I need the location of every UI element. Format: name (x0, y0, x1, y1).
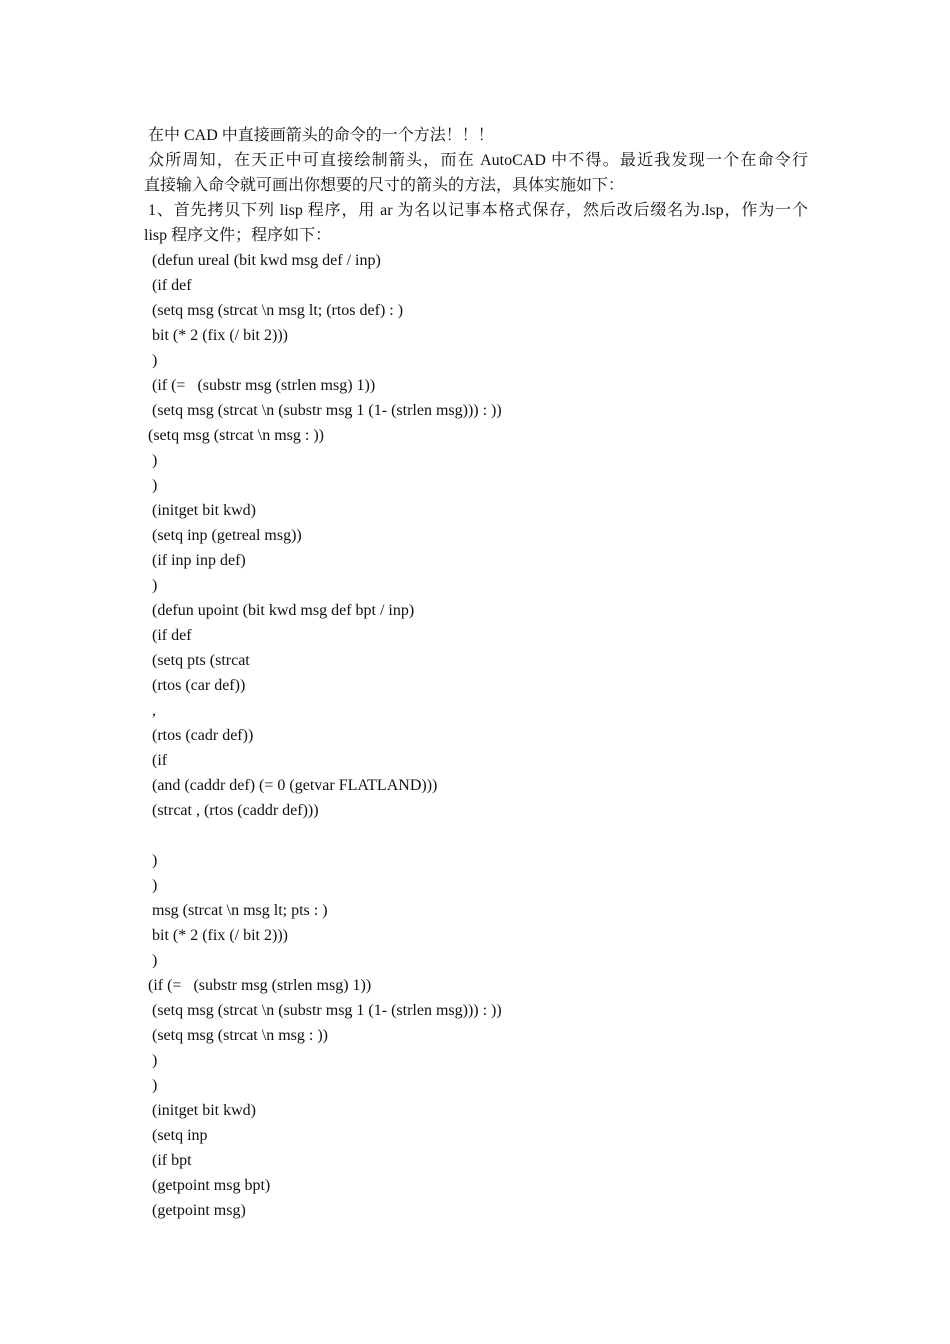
code-line: (if def (152, 627, 192, 644)
code-line: (initget bit kwd) (152, 1102, 256, 1119)
code-line: bit (* 2 (fix (/ bit 2))) (152, 927, 288, 944)
code-line: ) (152, 452, 158, 469)
code-line: ) (152, 877, 158, 894)
lisp-code-block (144, 248, 808, 1223)
intro-line-1: 众所周知，在天正中可直接绘制箭头，而在 AutoCAD 中不得。最近我发现一个在命令行 (148, 152, 808, 169)
code-line: msg (strcat \n msg lt; pts : ) (152, 902, 328, 919)
code-line: bit (* 2 (fix (/ bit 2))) (152, 327, 288, 344)
code-line: ) (152, 477, 158, 494)
code-line: (defun ureal (bit kwd msg def / inp) (152, 252, 381, 269)
code-line: ) (152, 1052, 158, 1069)
document-title: 在中 CAD 中直接画箭头的命令的一个方法！！！ (148, 127, 494, 144)
code-line: ) (152, 1077, 158, 1094)
intro-paragraph (144, 148, 808, 173)
code-line: (setq msg (strcat \n (substr msg 1 (1- (strlen msg))) : )) (152, 1002, 502, 1019)
step1-line-2: lisp 程序文件；程序如下： (144, 227, 332, 244)
intro-paragraph-cont (144, 173, 808, 198)
step1-paragraph-cont (144, 223, 808, 248)
code-line: (if (= (substr msg (strlen msg) 1)) (148, 977, 372, 994)
code-line: (getpoint msg bpt) (152, 1177, 271, 1194)
code-line: (setq pts (strcat (152, 652, 250, 669)
code-line: (setq inp (152, 1127, 208, 1144)
step1-line-1: 1、首先拷贝下列 lisp 程序，用 ar 为名以记事本格式保存，然后改后缀名为.lsp，作为一个 (148, 202, 808, 219)
code-line: ) (152, 952, 158, 969)
code-line: (if inp inp def) (152, 552, 246, 569)
code-line: (if bpt (152, 1152, 192, 1169)
code-line: ) (152, 852, 158, 869)
code-line: (rtos (car def)) (152, 677, 246, 694)
code-line: (strcat , (rtos (caddr def))) (152, 802, 319, 819)
code-line: (setq msg (strcat \n msg lt; (rtos def) : ) (152, 302, 404, 319)
code-line: (setq inp (getreal msg)) (152, 527, 302, 544)
code-line: (getpoint msg) (152, 1202, 246, 1219)
code-line: (setq msg (strcat \n msg : )) (152, 1027, 328, 1044)
intro-line-2: 直接输入命令就可画出你想要的尺寸的箭头的方法，具体实施如下： (144, 177, 625, 194)
code-line: , (152, 702, 156, 719)
code-line (144, 823, 808, 848)
code-line: (if def (152, 277, 192, 294)
step1-paragraph (144, 198, 808, 223)
code-line: (defun upoint (bit kwd msg def bpt / inp) (152, 602, 415, 619)
code-line: ) (152, 352, 158, 369)
code-line: (setq msg (strcat \n msg : )) (148, 427, 324, 444)
code-line: (if (152, 752, 168, 769)
code-line: (initget bit kwd) (152, 502, 256, 519)
code-line: ) (152, 577, 158, 594)
document-body (144, 123, 808, 1223)
code-line: (if (= (substr msg (strlen msg) 1)) (152, 377, 376, 394)
code-line: (and (caddr def) (= 0 (getvar FLATLAND))) (152, 777, 438, 794)
code-line: (rtos (cadr def)) (152, 727, 254, 744)
code-line: (setq msg (strcat \n (substr msg 1 (1- (strlen msg))) : )) (152, 402, 502, 419)
